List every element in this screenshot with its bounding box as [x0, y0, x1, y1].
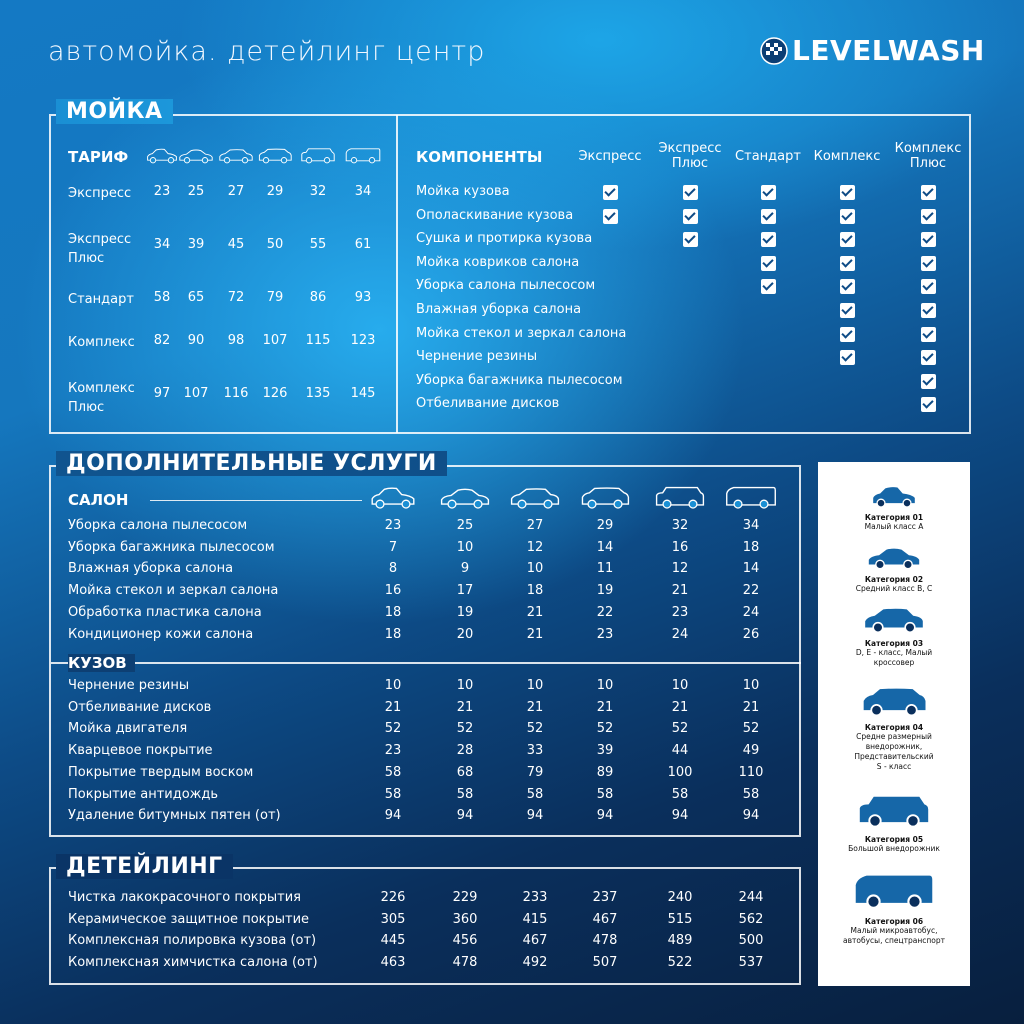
tariff-name: Стандарт: [68, 292, 134, 307]
service-price: 18: [384, 626, 402, 642]
check-icon: [840, 327, 855, 342]
tariff-price: 32: [309, 184, 327, 199]
minibus-icon: [853, 870, 935, 914]
service-price: 478: [592, 933, 618, 948]
service-price: 229: [452, 890, 478, 905]
service-price: 21: [526, 626, 544, 642]
service-price: 16: [671, 539, 689, 555]
tariff-price: 39: [187, 237, 205, 252]
service-price: 515: [667, 911, 693, 927]
service-price: 23: [384, 743, 402, 759]
check-icon: [761, 279, 776, 294]
category-title: Категория 01: [864, 513, 924, 522]
service-price: 463: [380, 954, 406, 970]
tariff-price: 98: [227, 333, 245, 348]
extra-car-icon-slot: [509, 485, 561, 515]
category-icon-slot: [853, 870, 935, 918]
page-title: автомойка. детейлинг центр: [48, 36, 486, 67]
tariff-price: 126: [262, 386, 288, 401]
service-name: Обработка пластика салона: [68, 604, 262, 620]
service-price: 58: [526, 786, 544, 802]
service-price: 52: [456, 721, 474, 737]
check-icon: [840, 185, 855, 200]
service-price: 456: [452, 933, 478, 948]
extra-car-icon-slot: [367, 485, 419, 515]
service-price: 58: [596, 786, 614, 802]
service-price: 100: [667, 764, 693, 780]
service-price: 16: [384, 583, 402, 599]
checkered-flag-icon: [760, 36, 788, 66]
category-icon-slot: [856, 792, 932, 836]
service-price: 500: [738, 933, 764, 948]
tariff-price: 135: [305, 386, 331, 401]
tariff-price: 45: [227, 237, 245, 252]
service-price: 10: [596, 678, 614, 693]
service-price: 9: [460, 561, 470, 577]
tariff-price: 34: [153, 237, 171, 252]
check-icon: [921, 209, 936, 224]
service-name: Керамическое защитное покрытие: [68, 911, 310, 927]
suv-car-icon: [579, 485, 631, 511]
wash-divider: [396, 115, 398, 433]
service-price: 18: [526, 583, 544, 599]
category-description: Малый микроавтобус, автобусы, спецтранспорт: [843, 926, 945, 945]
check-icon: [840, 303, 855, 318]
suv-car-icon: [859, 684, 929, 720]
tariff-price: 145: [350, 386, 376, 401]
tariff-price: 25: [187, 184, 205, 199]
service-name: Чернение резины: [68, 678, 190, 693]
service-name: Чистка лакокрасочного покрытия: [68, 890, 301, 905]
check-icon: [603, 185, 618, 200]
check-icon: [921, 327, 936, 342]
service-price: 12: [671, 561, 689, 577]
check-icon: [840, 232, 855, 247]
service-price: 8: [388, 561, 398, 577]
component-name: Ополаскивание кузова: [416, 207, 574, 223]
wash-car-icon-slot: [299, 147, 337, 169]
service-price: 23: [671, 604, 689, 620]
tariff-name: Комплекс Плюс: [68, 381, 135, 415]
service-price: 52: [596, 721, 614, 737]
component-name: Отбеливание дисков: [416, 396, 560, 412]
service-price: 360: [452, 911, 478, 927]
extra-car-icon-slot: [654, 485, 706, 515]
service-name: Покрытие твердым воском: [68, 764, 254, 780]
tariff-price: 61: [354, 237, 372, 252]
check-icon: [840, 256, 855, 271]
service-price: 94: [671, 808, 689, 824]
service-price: 489: [667, 933, 693, 948]
service-price: 58: [384, 786, 402, 802]
component-name: Сушка и протирка кузова: [416, 231, 593, 247]
tariff-price: 86: [309, 290, 327, 305]
check-icon: [840, 209, 855, 224]
service-price: 89: [596, 764, 614, 780]
service-price: 21: [742, 699, 760, 715]
service-name: Удаление битумных пятен (от): [68, 808, 281, 824]
service-name: Влажная уборка салона: [68, 561, 234, 577]
service-price: 94: [742, 808, 760, 824]
extra-car-icon-slot: [439, 485, 491, 515]
service-price: 52: [742, 721, 760, 737]
service-price: 21: [671, 583, 689, 599]
minibus-icon: [725, 485, 777, 511]
component-column-header: Стандарт: [735, 149, 801, 164]
category-icon-slot: [862, 604, 926, 640]
check-icon: [921, 185, 936, 200]
service-price: 94: [456, 808, 474, 824]
large-suv-car-icon: [856, 792, 932, 832]
tariff-price: 115: [305, 333, 331, 348]
service-price: 22: [596, 604, 614, 620]
service-name: Комплексная химчистка салона (от): [68, 954, 318, 970]
service-price: 39: [596, 743, 614, 759]
service-price: 7: [388, 539, 398, 555]
brand-name: LEVELWASH: [792, 34, 985, 67]
extra-title: ДОПОЛНИТЕЛЬНЫЕ УСЛУГИ: [56, 451, 447, 476]
service-price: 21: [526, 604, 544, 620]
component-name: Мойка ковриков салона: [416, 254, 580, 270]
service-price: 94: [384, 808, 402, 824]
service-price: 237: [592, 890, 618, 905]
service-price: 68: [456, 764, 474, 780]
service-price: 58: [456, 786, 474, 802]
service-price: 10: [671, 678, 689, 693]
check-icon: [761, 232, 776, 247]
service-price: 23: [384, 518, 402, 533]
wash-title: МОЙКА: [56, 99, 173, 124]
service-price: 23: [596, 626, 614, 642]
service-price: 94: [526, 808, 544, 824]
category-description: D, E - класс, Малый кроссовер: [855, 648, 933, 667]
component-column-header: Экспресс Плюс: [658, 141, 722, 171]
extra-car-icon-slot: [725, 485, 777, 515]
service-price: 17: [456, 583, 474, 599]
service-price: 305: [380, 911, 406, 927]
tariff-price: 58: [153, 290, 171, 305]
service-name: Мойка стекол и зеркал салона: [68, 583, 279, 599]
service-price: 20: [456, 626, 474, 642]
tariff-price: 50: [266, 237, 284, 252]
tariff-price: 82: [153, 333, 171, 348]
body-divider: [51, 662, 801, 664]
category-description: Малый класс А: [864, 522, 924, 531]
service-price: 44: [671, 743, 689, 759]
service-price: 19: [596, 583, 614, 599]
service-price: 10: [456, 539, 474, 555]
extra-car-icon-slot: [579, 485, 631, 515]
category-title: Категория 05: [864, 835, 924, 844]
service-price: 226: [380, 890, 406, 905]
check-icon: [603, 209, 618, 224]
category-icon-slot: [865, 544, 923, 576]
category-title: Категория 06: [864, 917, 924, 926]
service-price: 478: [452, 954, 478, 970]
service-price: 58: [671, 786, 689, 802]
large-suv-car-icon: [299, 147, 337, 165]
suv-car-icon: [256, 147, 294, 165]
service-price: 32: [671, 518, 689, 533]
category-description: Средний класс В, С: [855, 584, 933, 593]
service-name: Отбеливание дисков: [68, 699, 212, 715]
tariff-price: 27: [227, 184, 245, 199]
hatchback-car-icon: [143, 147, 181, 165]
tariff-price: 72: [227, 290, 245, 305]
category-title: Категория 04: [864, 723, 924, 732]
large-suv-car-icon: [654, 485, 706, 511]
check-icon: [840, 279, 855, 294]
service-price: 10: [526, 561, 544, 577]
check-icon: [761, 209, 776, 224]
service-price: 26: [742, 626, 760, 642]
minibus-icon: [344, 147, 382, 165]
service-price: 467: [592, 911, 618, 927]
category-title: Категория 02: [864, 575, 924, 584]
component-column-header: Экспресс: [578, 149, 642, 164]
tariff-price: 107: [183, 386, 209, 401]
component-column-header: Комплекс: [813, 149, 881, 164]
component-name: Мойка стекол и зеркал салона: [416, 325, 627, 341]
service-price: 24: [671, 626, 689, 642]
sedan-car-icon: [865, 544, 923, 572]
service-price: 240: [667, 890, 693, 905]
component-name: Чернение резины: [416, 349, 538, 365]
tariff-price: 97: [153, 386, 171, 401]
check-icon: [840, 350, 855, 365]
service-price: 79: [526, 764, 544, 780]
wash-car-icon-slot: [217, 147, 255, 169]
service-price: 34: [742, 518, 760, 533]
service-price: 52: [671, 721, 689, 737]
check-icon: [921, 350, 936, 365]
service-name: Комплексная полировка кузова (от): [68, 933, 317, 948]
tariff-price: 55: [309, 237, 327, 252]
component-name: Уборка багажника пылесосом: [416, 372, 623, 388]
tariff-price: 79: [266, 290, 284, 305]
tariff-price: 23: [153, 184, 171, 199]
service-price: 14: [742, 561, 760, 577]
service-price: 244: [738, 890, 764, 905]
service-price: 21: [456, 699, 474, 715]
service-price: 19: [456, 604, 474, 620]
service-price: 27: [526, 518, 544, 533]
service-price: 507: [592, 954, 618, 970]
salon-header: САЛОН: [68, 491, 129, 509]
service-price: 28: [456, 743, 474, 759]
category-panel: [818, 462, 970, 986]
wash-car-icon-slot: [143, 147, 181, 169]
service-price: 52: [526, 721, 544, 737]
service-price: 58: [384, 764, 402, 780]
service-price: 14: [596, 539, 614, 555]
service-price: 10: [526, 678, 544, 693]
service-name: Кондиционер кожи салона: [68, 626, 254, 642]
check-icon: [921, 232, 936, 247]
service-name: Уборка багажника пылесосом: [68, 539, 275, 555]
check-icon: [683, 232, 698, 247]
service-price: 537: [738, 954, 764, 970]
check-icon: [921, 397, 936, 412]
check-icon: [683, 209, 698, 224]
category-title: Категория 03: [864, 639, 924, 648]
tariff-price: 93: [354, 290, 372, 305]
check-icon: [761, 185, 776, 200]
check-icon: [921, 256, 936, 271]
service-price: 24: [742, 604, 760, 620]
tariff-header: ТАРИФ: [68, 148, 129, 166]
sedan-car-icon: [177, 147, 215, 165]
wash-car-icon-slot: [256, 147, 294, 169]
tariff-price: 90: [187, 333, 205, 348]
check-icon: [921, 374, 936, 389]
service-name: Мойка двигателя: [68, 721, 188, 737]
service-price: 21: [596, 699, 614, 715]
hatchback-car-icon: [367, 485, 419, 511]
service-price: 22: [742, 583, 760, 599]
check-icon: [761, 256, 776, 271]
service-price: 25: [456, 518, 474, 533]
category-description: Средне размерный внедорожник, Представительский S - класс: [854, 732, 934, 771]
body-header: КУЗОВ: [68, 654, 135, 672]
tariff-price: 107: [262, 333, 288, 348]
service-name: Уборка салона пылесосом: [68, 518, 248, 533]
service-price: 415: [522, 911, 548, 927]
category-icon-slot: [859, 684, 929, 724]
service-price: 562: [738, 911, 764, 927]
service-price: 12: [526, 539, 544, 555]
service-price: 58: [742, 786, 760, 802]
component-column-header: Комплекс Плюс: [894, 141, 962, 171]
service-name: Покрытие антидождь: [68, 786, 219, 802]
service-price: 18: [384, 604, 402, 620]
tariff-name: Экспресс: [68, 186, 132, 201]
check-icon: [683, 185, 698, 200]
category-icon-slot: [868, 484, 920, 514]
service-price: 18: [742, 539, 760, 555]
hatchback-car-icon: [868, 484, 920, 510]
service-price: 10: [742, 678, 760, 693]
tariff-price: 123: [350, 333, 376, 348]
service-price: 492: [522, 954, 548, 970]
components-header: КОМПОНЕНТЫ: [416, 148, 543, 166]
service-price: 33: [526, 743, 544, 759]
tariff-name: Комплекс: [68, 335, 135, 350]
category-description: Большой внедорожник: [848, 844, 940, 853]
service-price: 94: [596, 808, 614, 824]
service-price: 21: [671, 699, 689, 715]
sedan-car-icon: [439, 485, 491, 511]
service-price: 10: [456, 678, 474, 693]
component-name: Мойка кузова: [416, 184, 510, 199]
crossover-car-icon: [509, 485, 561, 511]
tariff-price: 65: [187, 290, 205, 305]
service-price: 467: [522, 933, 548, 948]
tariff-price: 29: [266, 184, 284, 199]
service-price: 49: [742, 743, 760, 759]
salon-header-line: [150, 500, 362, 501]
service-price: 445: [380, 933, 406, 948]
service-price: 110: [738, 764, 764, 780]
service-price: 11: [596, 561, 614, 577]
tariff-name: Экспресс Плюс: [68, 232, 132, 266]
service-price: 21: [384, 699, 402, 715]
check-icon: [921, 303, 936, 318]
service-price: 21: [526, 699, 544, 715]
wash-car-icon-slot: [344, 147, 382, 169]
service-price: 52: [384, 721, 402, 737]
brand-logo: [760, 34, 985, 67]
component-name: Влажная уборка салона: [416, 302, 582, 317]
wash-car-icon-slot: [177, 147, 215, 169]
tariff-price: 116: [223, 386, 249, 401]
tariff-price: 34: [354, 184, 372, 199]
service-name: Кварцевое покрытие: [68, 743, 213, 759]
service-price: 29: [596, 518, 614, 533]
crossover-car-icon: [862, 604, 926, 636]
service-price: 522: [667, 954, 693, 970]
check-icon: [921, 279, 936, 294]
service-price: 10: [384, 678, 402, 693]
component-name: Уборка салона пылесосом: [416, 278, 596, 294]
crossover-car-icon: [217, 147, 255, 165]
detailing-title: ДЕТЕЙЛИНГ: [56, 854, 233, 879]
service-price: 233: [522, 890, 548, 905]
